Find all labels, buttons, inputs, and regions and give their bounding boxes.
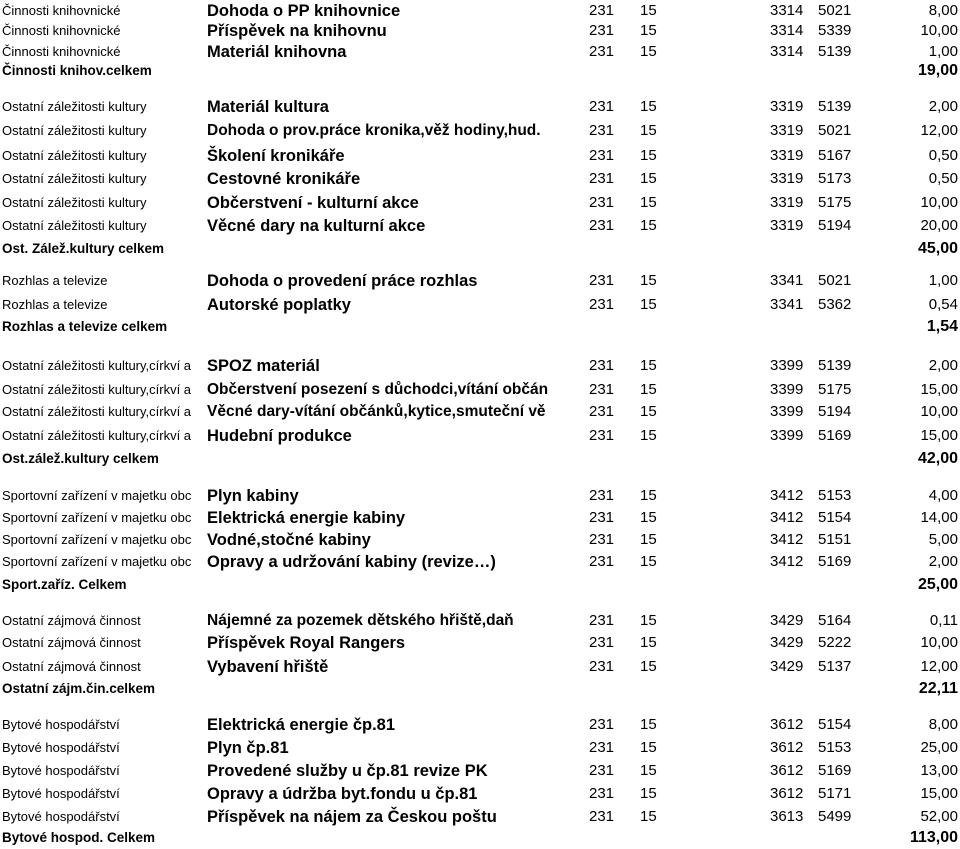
account-cell: 231 xyxy=(589,357,615,374)
amount-cell: 2,00 xyxy=(928,98,958,115)
category-cell: Sportovní zařízení v majetku obc xyxy=(2,488,192,503)
category-cell: Ostatní záležitosti kultury xyxy=(2,171,147,186)
category-cell: Ostatní zájmová činnost xyxy=(2,613,141,628)
paragraph-cell: 3412 xyxy=(770,531,804,548)
table-row xyxy=(0,529,960,551)
table-row xyxy=(0,610,960,632)
paragraph-cell: 3412 xyxy=(770,509,804,526)
item-cell: 5169 xyxy=(818,427,852,444)
description-cell: Příspěvek na knihovnu xyxy=(207,22,387,40)
subtotal-amount: 113,00 xyxy=(909,829,958,846)
amount-cell: 10,00 xyxy=(920,634,958,651)
table-row xyxy=(0,145,960,167)
account-cell: 231 xyxy=(589,553,615,570)
amount-cell: 52,00 xyxy=(920,808,958,825)
table-row xyxy=(0,760,960,782)
account-cell: 231 xyxy=(589,170,615,187)
org-cell: 15 xyxy=(640,612,657,629)
category-cell: Ostatní záležitosti kultury,církví a xyxy=(2,428,192,443)
account-cell: 231 xyxy=(589,658,615,675)
category-cell: Sportovní zařízení v majetku obc xyxy=(2,532,192,547)
paragraph-cell: 3399 xyxy=(770,427,804,444)
account-cell: 231 xyxy=(589,716,615,733)
paragraph-cell: 3319 xyxy=(770,147,804,164)
category-cell: Ostatní záležitosti kultury xyxy=(2,218,147,233)
table-row xyxy=(0,270,960,292)
description-cell: Vybavení hřiště xyxy=(207,658,329,676)
account-cell: 231 xyxy=(589,22,615,39)
item-cell: 5021 xyxy=(818,272,852,289)
subtotal-row xyxy=(0,827,960,849)
table-row xyxy=(0,401,960,423)
org-cell: 15 xyxy=(640,553,657,570)
category-cell: Bytové hospodářství xyxy=(2,740,120,755)
paragraph-cell: 3612 xyxy=(770,739,804,756)
description-cell: Věcné dary na kulturní akce xyxy=(207,217,426,235)
item-cell: 5175 xyxy=(818,194,852,211)
org-cell: 15 xyxy=(640,194,657,211)
item-cell: 5139 xyxy=(818,98,852,115)
item-cell: 5154 xyxy=(818,716,852,733)
amount-cell: 13,00 xyxy=(920,762,958,779)
org-cell: 15 xyxy=(640,296,657,313)
description-cell: Občerstvení posezení s důchodci,vítání občán xyxy=(207,381,549,398)
amount-cell: 15,00 xyxy=(920,785,958,802)
item-cell: 5169 xyxy=(818,553,852,570)
account-cell: 231 xyxy=(589,2,615,19)
paragraph-cell: 3319 xyxy=(770,98,804,115)
item-cell: 5164 xyxy=(818,612,852,629)
table-row xyxy=(0,192,960,214)
category-cell: Ostatní záležitosti kultury xyxy=(2,148,147,163)
subtotal-row xyxy=(0,448,960,470)
item-cell: 5194 xyxy=(818,217,852,234)
amount-cell: 5,00 xyxy=(928,531,958,548)
description-cell: Věcné dary-vítání občánků,kytice,smuteční vě xyxy=(207,403,546,420)
org-cell: 15 xyxy=(640,531,657,548)
table-row xyxy=(0,215,960,237)
table-row xyxy=(0,168,960,190)
amount-cell: 8,00 xyxy=(928,716,958,733)
description-cell: Občerstvení - kulturní akce xyxy=(207,194,419,212)
subtotal-label: Ost.zálež.kultury celkem xyxy=(2,451,159,466)
item-cell: 5153 xyxy=(818,739,852,756)
account-cell: 231 xyxy=(589,403,615,420)
org-cell: 15 xyxy=(640,427,657,444)
table-row xyxy=(0,806,960,828)
amount-cell: 12,00 xyxy=(920,658,958,675)
org-cell: 15 xyxy=(640,716,657,733)
subtotal-amount: 1,54 xyxy=(926,318,958,335)
category-cell: Činnosti knihovnické xyxy=(2,23,121,38)
amount-cell: 1,00 xyxy=(928,272,958,289)
item-cell: 5151 xyxy=(818,531,852,548)
category-cell: Činnosti knihovnické xyxy=(2,44,121,59)
account-cell: 231 xyxy=(589,531,615,548)
subtotal-amount: 22,11 xyxy=(918,680,958,697)
account-cell: 231 xyxy=(589,122,615,139)
paragraph-cell: 3412 xyxy=(770,487,804,504)
org-cell: 15 xyxy=(640,739,657,756)
description-cell: Příspěvek Royal Rangers xyxy=(207,634,406,652)
org-cell: 15 xyxy=(640,762,657,779)
category-cell: Bytové hospodářství xyxy=(2,786,120,801)
subtotal-row xyxy=(0,316,960,338)
description-cell: Provedené služby u čp.81 revize PK xyxy=(207,762,488,780)
paragraph-cell: 3399 xyxy=(770,381,804,398)
org-cell: 15 xyxy=(640,785,657,802)
category-cell: Činnosti knihovnické xyxy=(2,3,121,18)
description-cell: Cestovné kronikáře xyxy=(207,170,361,188)
account-cell: 231 xyxy=(589,272,615,289)
subtotal-label: Bytové hospod. Celkem xyxy=(2,830,156,845)
description-cell: SPOZ materiál xyxy=(207,357,320,375)
account-cell: 231 xyxy=(589,739,615,756)
item-cell: 5339 xyxy=(818,22,852,39)
paragraph-cell: 3314 xyxy=(770,43,804,60)
paragraph-cell: 3341 xyxy=(770,296,804,313)
description-cell: Opravy a údržba byt.fondu u čp.81 xyxy=(207,785,478,803)
subtotal-row xyxy=(0,574,960,596)
subtotal-label: Činnosti knihov.celkem xyxy=(2,63,152,78)
item-cell: 5169 xyxy=(818,762,852,779)
description-cell: Elektrická energie kabiny xyxy=(207,509,406,527)
org-cell: 15 xyxy=(640,2,657,19)
table-row xyxy=(0,120,960,142)
description-cell: Školení kronikáře xyxy=(207,147,345,165)
subtotal-amount: 45,00 xyxy=(917,240,958,257)
amount-cell: 15,00 xyxy=(920,381,958,398)
table-row xyxy=(0,96,960,118)
paragraph-cell: 3612 xyxy=(770,785,804,802)
paragraph-cell: 3412 xyxy=(770,553,804,570)
account-cell: 231 xyxy=(589,785,615,802)
paragraph-cell: 3319 xyxy=(770,194,804,211)
category-cell: Ostatní záležitosti kultury,církví a xyxy=(2,404,192,419)
paragraph-cell: 3341 xyxy=(770,272,804,289)
amount-cell: 12,00 xyxy=(920,122,958,139)
description-cell: Dohoda o PP knihovnice xyxy=(207,2,401,20)
amount-cell: 15,00 xyxy=(920,427,958,444)
table-row xyxy=(0,294,960,316)
item-cell: 5139 xyxy=(818,43,852,60)
account-cell: 231 xyxy=(589,217,615,234)
account-cell: 231 xyxy=(589,43,615,60)
account-cell: 231 xyxy=(589,487,615,504)
amount-cell: 25,00 xyxy=(920,739,958,756)
paragraph-cell: 3319 xyxy=(770,122,804,139)
table-row xyxy=(0,485,960,507)
table-row xyxy=(0,737,960,759)
account-cell: 231 xyxy=(589,762,615,779)
item-cell: 5194 xyxy=(818,403,852,420)
table-row xyxy=(0,632,960,654)
subtotal-amount: 42,00 xyxy=(917,450,958,467)
amount-cell: 8,00 xyxy=(928,2,958,19)
amount-cell: 0,54 xyxy=(928,296,958,313)
category-cell: Bytové hospodářství xyxy=(2,763,120,778)
org-cell: 15 xyxy=(640,217,657,234)
paragraph-cell: 3429 xyxy=(770,612,804,629)
paragraph-cell: 3399 xyxy=(770,403,804,420)
org-cell: 15 xyxy=(640,272,657,289)
item-cell: 5222 xyxy=(818,634,852,651)
amount-cell: 0,11 xyxy=(929,612,958,629)
amount-cell: 0,50 xyxy=(928,170,958,187)
description-cell: Příspěvek na nájem za Českou poštu xyxy=(207,808,497,826)
subtotal-label: Rozhlas a televize celkem xyxy=(2,319,168,334)
account-cell: 231 xyxy=(589,509,615,526)
subtotal-row xyxy=(0,238,960,260)
category-cell: Rozhlas a televize xyxy=(2,273,108,288)
org-cell: 15 xyxy=(640,43,657,60)
amount-cell: 2,00 xyxy=(928,553,958,570)
category-cell: Sportovní zařízení v majetku obc xyxy=(2,510,192,525)
table-row xyxy=(0,20,960,42)
paragraph-cell: 3314 xyxy=(770,22,804,39)
org-cell: 15 xyxy=(640,658,657,675)
category-cell: Ostatní záležitosti kultury xyxy=(2,123,147,138)
account-cell: 231 xyxy=(589,634,615,651)
amount-cell: 10,00 xyxy=(920,403,958,420)
table-row xyxy=(0,355,960,377)
org-cell: 15 xyxy=(640,403,657,420)
category-cell: Ostatní záležitosti kultury,církví a xyxy=(2,382,192,397)
subtotal-amount: 19,00 xyxy=(917,62,958,79)
org-cell: 15 xyxy=(640,381,657,398)
account-cell: 231 xyxy=(589,296,615,313)
paragraph-cell: 3314 xyxy=(770,2,804,19)
item-cell: 5021 xyxy=(818,2,852,19)
item-cell: 5167 xyxy=(818,147,852,164)
table-row xyxy=(0,0,960,22)
category-cell: Rozhlas a televize xyxy=(2,297,108,312)
org-cell: 15 xyxy=(640,509,657,526)
item-cell: 5139 xyxy=(818,357,852,374)
amount-cell: 14,00 xyxy=(920,509,958,526)
category-cell: Ostatní záležitosti kultury xyxy=(2,195,147,210)
table-row xyxy=(0,507,960,529)
paragraph-cell: 3612 xyxy=(770,716,804,733)
amount-cell: 2,00 xyxy=(928,357,958,374)
description-cell: Elektrická energie čp.81 xyxy=(207,716,396,734)
table-row xyxy=(0,656,960,678)
paragraph-cell: 3399 xyxy=(770,357,804,374)
amount-cell: 0,50 xyxy=(928,147,958,164)
amount-cell: 4,00 xyxy=(928,487,958,504)
table-row xyxy=(0,783,960,805)
account-cell: 231 xyxy=(589,194,615,211)
description-cell: Autorské poplatky xyxy=(207,296,351,314)
account-cell: 231 xyxy=(589,808,615,825)
amount-cell: 10,00 xyxy=(920,22,958,39)
category-cell: Bytové hospodářství xyxy=(2,717,120,732)
org-cell: 15 xyxy=(640,487,657,504)
subtotal-label: Ostatní zájm.čin.celkem xyxy=(2,681,156,696)
paragraph-cell: 3429 xyxy=(770,658,804,675)
org-cell: 15 xyxy=(640,122,657,139)
item-cell: 5173 xyxy=(818,170,852,187)
item-cell: 5499 xyxy=(818,808,852,825)
item-cell: 5154 xyxy=(818,509,852,526)
item-cell: 5021 xyxy=(818,122,852,139)
org-cell: 15 xyxy=(640,170,657,187)
description-cell: Vodné,stočné kabiny xyxy=(207,531,371,549)
amount-cell: 10,00 xyxy=(920,194,958,211)
item-cell: 5153 xyxy=(818,487,852,504)
account-cell: 231 xyxy=(589,381,615,398)
amount-cell: 1,00 xyxy=(928,43,958,60)
subtotal-label: Sport.zaříz. Celkem xyxy=(2,577,127,592)
paragraph-cell: 3319 xyxy=(770,170,804,187)
description-cell: Hudební produkce xyxy=(207,427,352,445)
description-cell: Materiál kultura xyxy=(207,98,329,116)
org-cell: 15 xyxy=(640,147,657,164)
category-cell: Ostatní zájmová činnost xyxy=(2,659,141,674)
table-row xyxy=(0,379,960,401)
subtotal-amount: 25,00 xyxy=(917,576,958,593)
category-cell: Ostatní záležitosti kultury,církví a xyxy=(2,358,192,373)
paragraph-cell: 3319 xyxy=(770,217,804,234)
amount-cell: 20,00 xyxy=(920,217,958,234)
description-cell: Plyn kabiny xyxy=(207,487,299,505)
account-cell: 231 xyxy=(589,147,615,164)
item-cell: 5362 xyxy=(818,296,852,313)
description-cell: Plyn čp.81 xyxy=(207,739,289,757)
description-cell: Dohoda o provedení práce rozhlas xyxy=(207,272,478,290)
subtotal-row xyxy=(0,60,960,82)
paragraph-cell: 3613 xyxy=(770,808,804,825)
category-cell: Ostatní zájmová činnost xyxy=(2,635,141,650)
org-cell: 15 xyxy=(640,22,657,39)
account-cell: 231 xyxy=(589,612,615,629)
category-cell: Sportovní zařízení v majetku obc xyxy=(2,554,192,569)
subtotal-label: Ost. Zálež.kultury celkem xyxy=(2,241,165,256)
category-cell: Bytové hospodářství xyxy=(2,809,120,824)
org-cell: 15 xyxy=(640,357,657,374)
org-cell: 15 xyxy=(640,808,657,825)
item-cell: 5175 xyxy=(818,381,852,398)
paragraph-cell: 3612 xyxy=(770,762,804,779)
category-cell: Ostatní záležitosti kultury xyxy=(2,99,147,114)
org-cell: 15 xyxy=(640,634,657,651)
subtotal-row xyxy=(0,678,960,700)
org-cell: 15 xyxy=(640,98,657,115)
account-cell: 231 xyxy=(589,98,615,115)
item-cell: 5137 xyxy=(818,658,852,675)
table-row xyxy=(0,714,960,736)
paragraph-cell: 3429 xyxy=(770,634,804,651)
item-cell: 5171 xyxy=(818,785,852,802)
account-cell: 231 xyxy=(589,427,615,444)
table-row xyxy=(0,425,960,447)
description-cell: Materiál knihovna xyxy=(207,43,347,61)
table-row xyxy=(0,551,960,573)
description-cell: Nájemné za pozemek dětského hřiště,daň xyxy=(207,612,514,629)
description-cell: Opravy a udržování kabiny (revize…) xyxy=(207,553,496,571)
description-cell: Dohoda o prov.práce kronika,věž hodiny,hud. xyxy=(207,122,541,139)
